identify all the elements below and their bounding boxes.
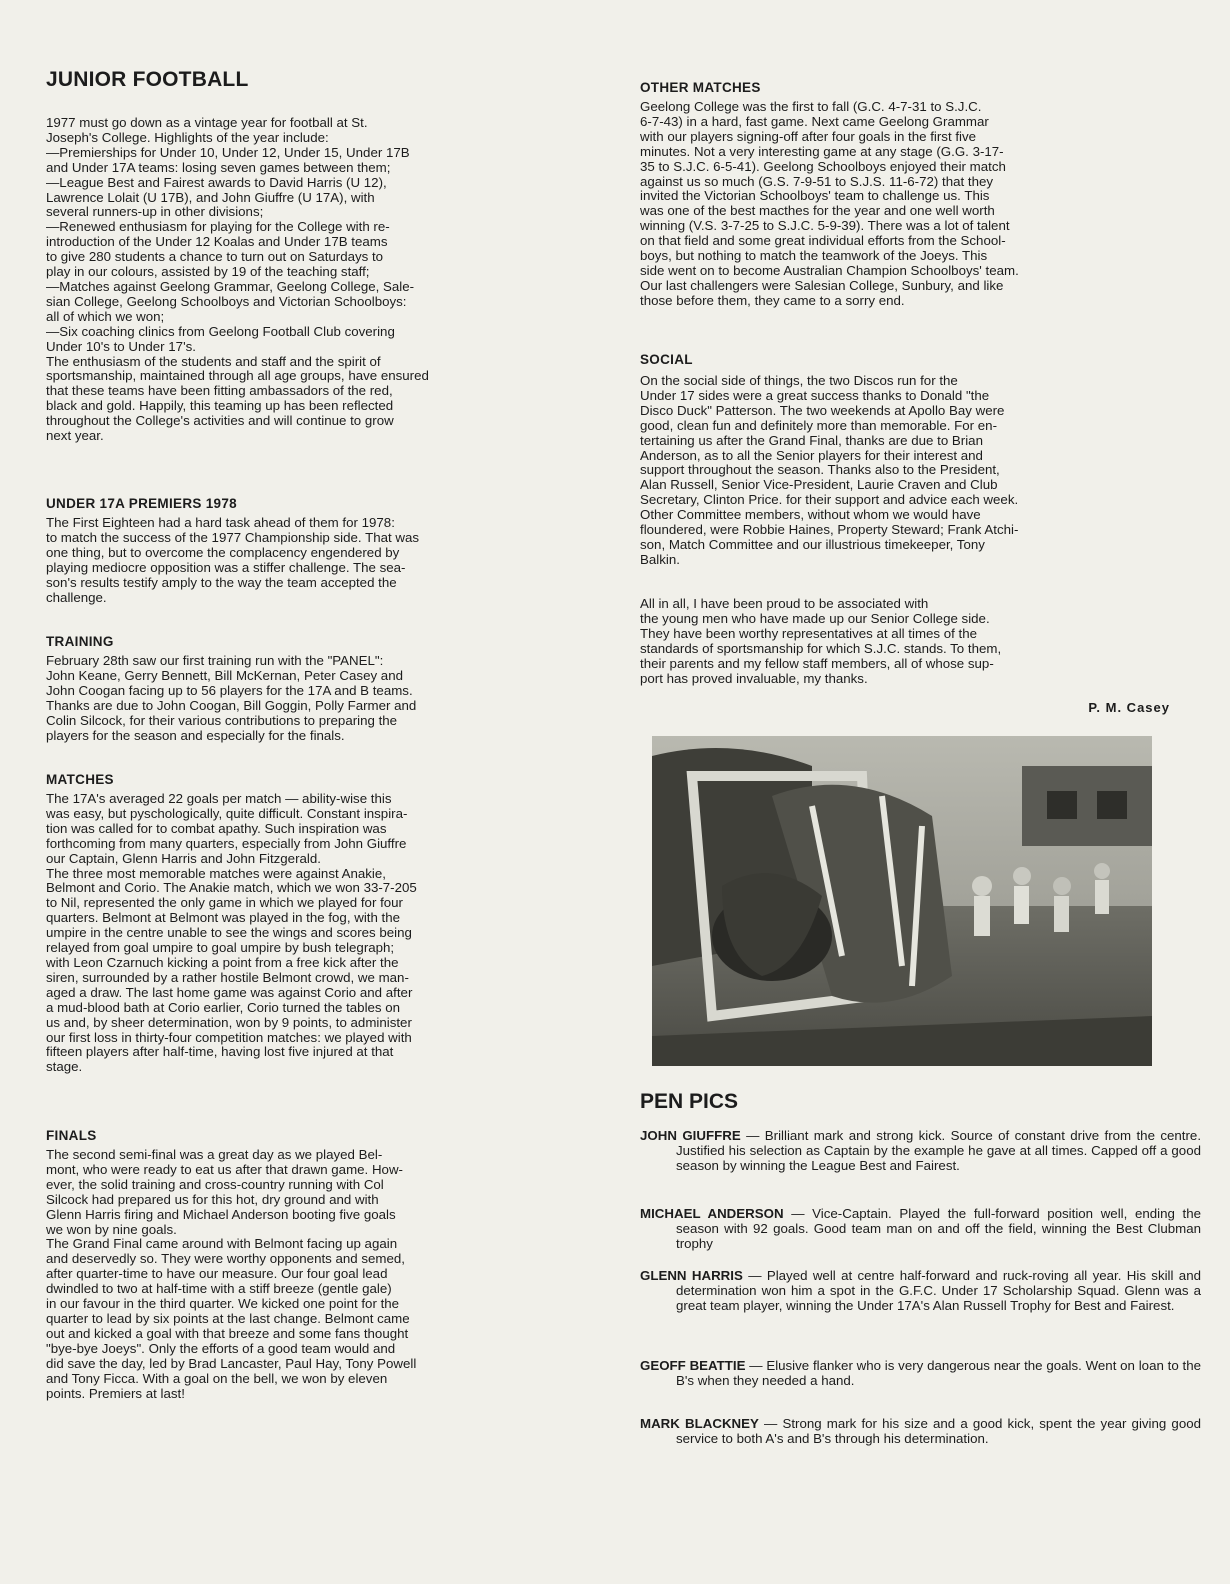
- other-matches-heading: OTHER MATCHES: [640, 80, 761, 95]
- pen-pic-item: [640, 1206, 1201, 1251]
- matches-text: The 17A's averaged 22 goals per match — ability-wise this was easy, but pyschologically, quite difficult. Constant inspira- tion was called for to combat apathy. Such inspiration was forthcoming from many quarters, especially from John Giuffre our Captain, Glenn Harris and John Fitzgerald. The three most memorable matches were against Anakie, Belmont and Corio. The Anakie match, which we won 33-7-205 to Nil, represented the only game in which we played for four quarters. Belmont at Belmont was played in the fog, with the umpire in the centre unable to see the wings and scores being relayed from goal umpire to goal umpire by bush telegraph; with Leon Czarnuch kicking a point from a free kick after the siren, surrounded by a rather hostile Belmont crowd, we man- aged a draw. The last home game was against Corio and after a mud-blood bath at Corio earlier, Corio turned the tables on us and, by sheer determination, won by 9 points, to administer our first loss in thirty-four competition matches: we played with fifteen players after half-time, having lost five injured at that stage.: [46, 791, 417, 1075]
- pen-pics-heading: PEN PICS: [640, 1090, 739, 1113]
- pen-pic-description: — Elusive flanker who is very dangerous near the goals. Went on loan to the B's when they needed a hand.: [676, 1358, 1201, 1388]
- training-heading: TRAINING: [46, 634, 114, 649]
- closing-text: All in all, I have been proud to be associated with the young men who have made up our Senior College side. They have been worthy representatives at all times of the standards of sportsmanship for which S.J.C. stands. To them, their parents and my fellow staff members, all of whose sup- port has proved invaluable, my thanks.: [640, 596, 1002, 686]
- pen-pic-name: GEOFF BEATTIE: [640, 1358, 746, 1373]
- matches-heading: MATCHES: [46, 772, 114, 787]
- pen-pic-description: — Played well at centre half-forward and ruck-roving all year. His skill and determination won him a spot in the G.F.C. Under 17 Scholarship Squad. Glenn was a great team player, winning the Under 17A's Alan Russell Trophy for Best and Fairest.: [676, 1268, 1201, 1313]
- social-text: On the social side of things, the two Discos run for the Under 17 sides were a great success thanks to Donald "the Disco Duck" Patterson. The two weekends at Apollo Bay were good, clean fun and definitely more than memorable. For en- tertaining us after the Grand Final, thanks are due to Brian Anderson, as to all the Senior players for their interest and support throughout the season. Thanks also to the President, Alan Russell, Senior Vice-President, Laurie Craven and Club Secretary, Clinton Price. for their support and advice each week. Other Committee members, without whom we would have floundered, were Robbie Haines, Property Steward; Frank Atchi- son, Match Committee and our illustrious timekeeper, Tony Balkin.: [640, 373, 1019, 567]
- pen-pic-name: JOHN GIUFFRE: [640, 1128, 741, 1143]
- finals-text: The second semi-final was a great day as we played Bel- mont, who were ready to eat us after that drawn game. How- ever, the solid training and cross-country running with Col Silcock had prepared us for this hot, dry ground and with Glenn Harris firing and Michael Anderson booting five goals we won by nine goals. The Grand Final came around with Belmont facing up again and deservedly so. They were worthy opponents and semed, after quarter-time to have our measure. Our four goal lead dwindled to two at half-time with a stiff breeze (gentle gale) in our favour in the third quarter. We kicked one point for the quarter to lead by six points at the last change. Belmont came out and kicked a goal with that breeze and some fans thought "bye-bye Joeys". Only the efforts of a good team would and did save the day, led by Brad Lancaster, Paul Hay, Tony Powell and Tony Ficca. With a goal on the bell, we won by eleven points. Premiers at last!: [46, 1147, 417, 1401]
- intro-text: 1977 must go down as a vintage year for football at St. Joseph's College. Highlights of the year include: —Premierships for Under 10, Under 12, Under 15, Under 17B and Under 17A teams: losing seven games between them; —League Best and Fairest awards to David Harris (U 12), Lawrence Lolait (U 17B), and John Giuffre (U 17A), with several runners-up in other divisions; —Renewed enthusiasm for playing for the College with re- introduction of the Under 12 Koalas and Under 17B teams to give 280 students a chance to turn out on Saturdays to play in our colours, assisted by 19 of the teaching staff; —Matches against Geelong Grammar, Geelong College, Sale- sian College, Geelong Schoolboys and Victorian Schoolboys: all of which we won; —Six coaching clinics from Geelong Football Club covering Under 10's to Under 17's. The enthusiasm of the students and staff and the spirit of sportsmanship, maintained through all age groups, have ensured that these teams have been fitting ambassadors of the red, black and gold. Happily, this teaming up has been reflected throughout the College's activities and will continue to grow next year.: [46, 115, 429, 444]
- pen-pic-name: GLENN HARRIS: [640, 1268, 743, 1283]
- pen-pic-description: — Strong mark for his size and a good kick, spent the year giving good service to both A's and B's through his determination.: [676, 1416, 1202, 1446]
- pen-pic-item: [640, 1268, 1201, 1313]
- other-matches-text: Geelong College was the first to fall (G.C. 4-7-31 to S.J.C. 6-7-43) in a hard, fast game. Next came Geelong Grammar with our players signing-off after four goals in the first five minutes. Not a very interesting game at any stage (G.G. 3-17- 35 to S.J.C. 6-5-41). Geelong Schoolboys enjoyed their match against us so much (G.S. 7-9-51 to S.J.S. 11-6-72) that they invited the Victorian Schoolboys' team to challenge us. This was one of the best macthes for the year and one well worth winning (V.S. 3-7-25 to S.J.C. 5-9-39). There was a lot of talent on that field and some great individual efforts from the School- boys, but nothing to match the teamwork of the Joeys. This side went on to become Australian Champion Schoolboys' team. Our last challengers were Salesian College, Sunbury, and like those before them, they came to a sorry end.: [640, 99, 1019, 308]
- training-text: February 28th saw our first training run with the "PANEL": John Keane, Gerry Bennett, Bill McKernan, Peter Casey and John Coogan facing up to 56 players for the 17A and B teams. Thanks are due to John Coogan, Bill Goggin, Polly Farmer and Colin Silcock, for their various contributions to preparing the players for the season and especially for the finals.: [46, 653, 417, 743]
- premiers-heading: UNDER 17A PREMIERS 1978: [46, 496, 237, 511]
- premiers-text: The First Eighteen had a hard task ahead of them for 1978: to match the success of the 1977 Championship side. That was one thing, but to overcome the complacency engendered by playing mediocre opposition was a stiffer challenge. The sea- son's results testify amply to the way the team accepted the challenge.: [46, 515, 420, 605]
- banner-run-through-photo: [652, 736, 1152, 1066]
- author-signature: P. M. Casey: [1088, 700, 1170, 715]
- pen-pic-description: — Brilliant mark and strong kick. Source of constant drive from the centre. Justified his selection as Captain by the example he gave at all times. Capped off a good season by winning the League Best and Fairest.: [676, 1128, 1202, 1173]
- pen-pic-name: MARK BLACKNEY: [640, 1416, 759, 1431]
- pen-pic-item: [640, 1128, 1201, 1173]
- pen-pic-item: [640, 1358, 1201, 1388]
- pen-pic-name: MICHAEL ANDERSON: [640, 1206, 784, 1221]
- social-heading: SOCIAL: [640, 352, 693, 367]
- pen-pic-description: — Vice-Captain. Played the full-forward position well, ending the season with 92 goals. Good team man on and off the field, winning the Best Clubman trophy: [676, 1206, 1202, 1251]
- team-photo: [652, 736, 1152, 1066]
- page-title: JUNIOR FOOTBALL: [46, 68, 249, 91]
- pen-pic-item: [640, 1416, 1201, 1446]
- finals-heading: FINALS: [46, 1128, 97, 1143]
